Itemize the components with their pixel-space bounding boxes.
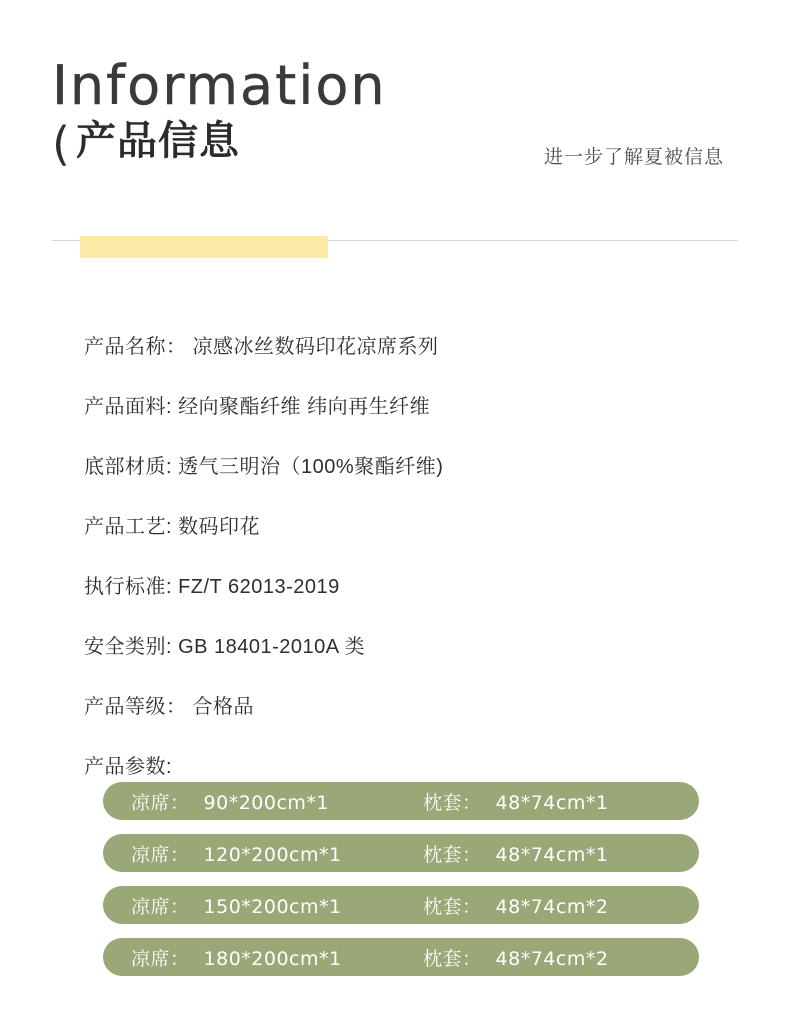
spec-row xyxy=(84,690,724,719)
mat-cell xyxy=(103,944,423,971)
spec-value: 经向聚酯纤维 纬向再生纤维 xyxy=(178,396,431,418)
size-table xyxy=(103,782,699,990)
spec-value: 凉感冰丝数码印花凉席系列 xyxy=(192,336,439,358)
pillow-label: 枕套： xyxy=(423,895,482,918)
spec-row xyxy=(84,390,724,419)
mat-cell xyxy=(103,840,423,867)
spec-list xyxy=(84,330,724,779)
spec-label: 产品等级： xyxy=(84,696,187,718)
open-paren: ( xyxy=(52,116,70,171)
title-highlight-bar xyxy=(80,236,328,258)
mat-label: 凉席： xyxy=(131,947,190,970)
size-row xyxy=(103,782,699,820)
spec-row xyxy=(84,570,724,599)
mat-cell xyxy=(103,892,423,919)
mat-value: 90*200cm*1 xyxy=(203,791,330,814)
pillow-cell xyxy=(423,840,608,867)
pillow-label: 枕套： xyxy=(423,791,482,814)
size-row xyxy=(103,938,699,976)
spec-label: 产品名称： xyxy=(84,336,187,358)
pillow-value: 48*74cm*1 xyxy=(495,791,609,814)
pillow-label: 枕套： xyxy=(423,843,482,866)
mat-value: 180*200cm*1 xyxy=(203,947,342,970)
spec-value: 数码印花 xyxy=(178,516,261,538)
mat-value: 120*200cm*1 xyxy=(203,843,342,866)
mat-label: 凉席： xyxy=(131,843,190,866)
mat-cell xyxy=(103,788,423,815)
pillow-cell xyxy=(423,788,608,815)
spec-value: 合格品 xyxy=(192,696,254,718)
spec-value: FZ/T 62013-2019 xyxy=(178,576,340,598)
page-subtitle: 进一步了解夏被信息 xyxy=(543,147,724,168)
spec-label: 底部材质: xyxy=(84,456,173,478)
size-row xyxy=(103,886,699,924)
pillow-cell xyxy=(423,892,608,919)
spec-label: 执行标准: xyxy=(84,576,173,598)
page-title-chinese: 产品信息 xyxy=(75,118,240,163)
pillow-label: 枕套： xyxy=(423,947,482,970)
spec-label: 安全类别: xyxy=(84,636,173,658)
pillow-value: 48*74cm*1 xyxy=(495,843,609,866)
pillow-value: 48*74cm*2 xyxy=(495,895,609,918)
spec-label: 产品面料: xyxy=(84,396,173,418)
mat-label: 凉席： xyxy=(131,895,190,918)
spec-row xyxy=(84,330,724,359)
spec-label: 产品工艺: xyxy=(84,516,173,538)
pillow-value: 48*74cm*2 xyxy=(495,947,609,970)
size-row xyxy=(103,834,699,872)
mat-value: 150*200cm*1 xyxy=(203,895,342,918)
pillow-cell xyxy=(423,944,608,971)
spec-value: GB 18401-2010A 类 xyxy=(178,636,366,658)
spec-value: 透气三明治（100%聚酯纤维) xyxy=(178,456,444,478)
spec-row xyxy=(84,750,724,779)
spec-row xyxy=(84,630,724,659)
spec-row xyxy=(84,450,724,479)
page-title-english: Information xyxy=(52,54,387,117)
spec-label: 产品参数: xyxy=(84,756,173,778)
mat-label: 凉席： xyxy=(131,791,190,814)
spec-row xyxy=(84,510,724,539)
